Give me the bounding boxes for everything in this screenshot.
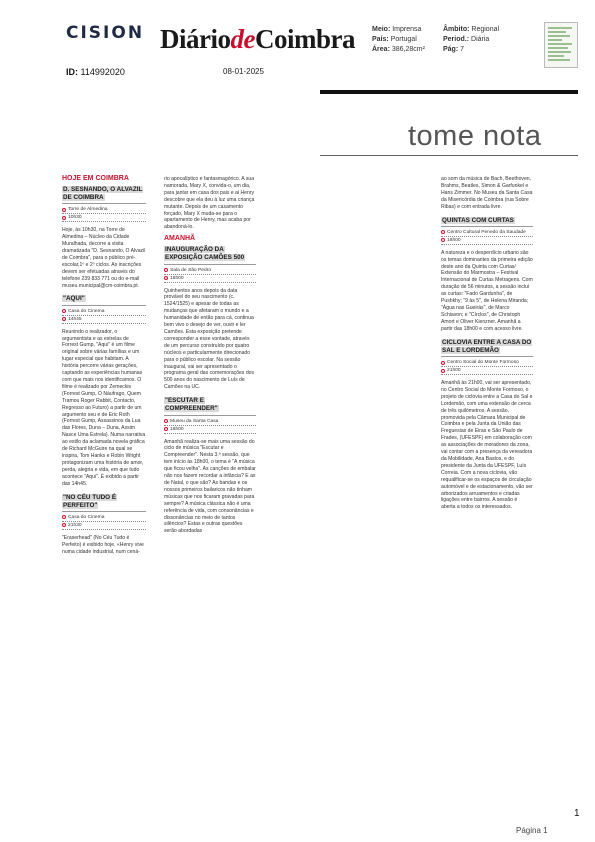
item-headline-wrap	[62, 295, 146, 305]
continuation-text: ao som da música de Bach, Beethoven, Brahms, Beatles, Simon & Garfunkel e Hans Zimmer. No Museu da Santa Casa da Misericórdia de Coimbra (rua Sobre Ribas) e com entrada livre.	[441, 176, 533, 210]
item-place	[164, 267, 256, 275]
location-icon	[441, 230, 445, 234]
column-1	[62, 176, 146, 556]
meio-label: Meio:	[372, 26, 391, 33]
article-date: 08-01-2025	[223, 67, 264, 76]
place-text: Casa do Cinema	[68, 514, 105, 520]
area-value: 386,28cm²	[391, 46, 425, 53]
page-number: 1	[574, 808, 580, 819]
meta-left	[372, 25, 425, 55]
article-id	[66, 67, 125, 77]
item-body: Quinhentos anos depois da data provável do seu nascimento (c. 1524/1525) e apesar de todas as mudanças que afetaram o mundo e a humanidade de então para cá, continua bem vivo o desejo de ver, ouvir e ler Camões. Esta exposição pretende corresponder a esse vontade, através de um percurso construído por quatro núcleos e particularmente direcionado para o público escolar. Na sessão inaugural, vai ser apresentado o programa geral das comemorações dos 500 anos do nascimento de Luís de Camões na UC.	[164, 287, 255, 391]
section-heading-hoje: HOJE EM COIMBRA	[62, 175, 129, 182]
id-label: ID:	[66, 67, 78, 77]
item-time	[164, 275, 256, 283]
pag-value: 7	[460, 46, 465, 53]
item-time	[441, 237, 533, 245]
item-body: Amanhã realiza-se mais uma sessão do ciclo de música "Escutar e Compreender". Nesta 3.ª sessão, que tem início às 18h00, o tema é "A música que ficou velha". As canções de embalar não nos fazem recordar a infância? E as de Natal, o que são? As bandas e os nossos primeiros bailaricos não tinham músicas que nos ficaram gravadas para sempre? A música clássica não é uma referência de vida, com consonâncias e dissonâncias no meio de tantos silêncios? Estas e outras questões serão abordadas	[164, 438, 256, 535]
masthead-word-diario: Diário	[160, 24, 231, 54]
time-text: 18h00	[170, 426, 184, 432]
column-3	[441, 176, 533, 511]
place-text: Sala de São Pedro	[170, 267, 212, 273]
place-text: Torre de Almedina	[68, 207, 108, 213]
masthead-word-coimbra: Coimbra	[254, 24, 355, 54]
section-heading-amanha: AMANHÃ	[164, 235, 196, 243]
location-icon	[62, 309, 66, 313]
item-headline-wrap	[62, 186, 146, 204]
item-headline-wrap	[164, 397, 256, 415]
place-text: Museu da Santa Casa	[170, 418, 219, 424]
item-headline-wrap	[164, 246, 256, 264]
place-text: Casa do Cinema	[68, 308, 105, 314]
time-text: 18h00	[170, 275, 184, 281]
masthead-word-de: de	[230, 24, 255, 54]
place-text: Centro Cultural Penedo da Saudade	[447, 229, 526, 235]
clock-icon	[164, 427, 168, 431]
item-time	[164, 426, 256, 434]
place-text: Centro Social do Monte Formoso	[447, 360, 519, 366]
item-headline: "NO CÉU TUDO É PERFEITO"	[63, 493, 117, 509]
item-body: Reunindo o realizador, o argumentista e as estrelas de Forrest Gump, "Aqui" é um filme original sobre várias famílias e um lugar especial que habitam. A história percorre várias gerações, captando as experiências humanas com que mais nos identificamos. O filme é realizado por Zemeckis (Forrest Gump, O Náufrago, Quem Tramou Roger Rabbit, Contacto, Regresso ao Futuro) a partir de um argumento seu e de Eric Roth (Forrest Gump, Assassinos da Lua das Flores, Duna – Duna, Assim Nasce Uma Estrela). Numa narrativa ao estilo da aclamada novela gráfica de Richard McGuire na qual se inspira, Tom Hanks e Robin Wright protagonizam uma história de amor, perda, alegria e vida, em que tudo acontece "Aqui". É exibido a partir das 14h45.	[62, 328, 146, 487]
section-rule-thin	[320, 155, 578, 156]
time-text: 21h30	[68, 522, 82, 528]
location-icon	[164, 268, 168, 272]
item-headline-wrap	[441, 217, 533, 227]
clock-icon	[441, 369, 445, 373]
item-place	[441, 359, 533, 367]
item-headline: "AQUI"	[63, 295, 85, 303]
ambito-value: Regional	[471, 26, 500, 33]
location-icon	[62, 208, 66, 212]
ambito-label: Âmbito:	[443, 26, 470, 33]
item-place	[164, 418, 256, 426]
pais-value: Portugal	[390, 36, 417, 43]
item-body: Hoje, às 10h30, na Torre de Almedina – Núcleo da Cidade Muralhada, decorre a visita dramatizada "D. Sesnando, O Alvazil de Coimbra", para o público pré-escolar,1º e 2º ciclos. As inscrições devem ser efetuadas através do telefone 239 833 771 ou do e-mail museu.municipal@cm-coimbra.pt.	[62, 227, 146, 289]
item-place	[441, 229, 533, 237]
section-title: tome nota	[408, 120, 542, 152]
item-headline: QUINTAS COM CURTAS	[442, 216, 514, 224]
period-value: Diária	[471, 36, 490, 43]
area-label: Área:	[372, 46, 390, 53]
item-headline: CICLOVIA ENTRE A CASA DO SAL E LORDEMÃO	[442, 338, 532, 354]
item-place	[62, 206, 146, 214]
clock-icon	[62, 523, 66, 527]
id-value: 114992020	[80, 67, 125, 77]
time-text: 21h00	[447, 368, 461, 374]
continuation-text: rio apocalíptico e fantasmagórico. A sua namorada, Mary X, convida-o, um dia, para jantar em casa dos pais e ai Henry descobre que ela deu à luz uma criança mutante. Depois de um casamento forçado, Mary X muda-se para o apartamento de Henry, mas acaba por abandoná-lo.	[164, 176, 255, 231]
item-place	[62, 308, 146, 316]
location-icon	[441, 361, 445, 365]
meio-value: Imprensa	[392, 26, 422, 33]
time-text: 10h30	[68, 215, 82, 221]
section-rule-thick	[320, 90, 578, 94]
time-text: 14h45	[68, 316, 82, 322]
pag-label: Pág:	[443, 46, 459, 53]
clock-icon	[62, 317, 66, 321]
item-body: Amanhã às 21h00, vai ser apresentado, no Centro Social do Monte Formoso, o projeto de ciclovia entre a Casa do Sal e Lordemão, com uma extensão de cerca de três quilómetros. A sessão, promovida pela Câmara Municipal de Coimbra e pela Junta da União das Freguesias de Eiras e São Paulo de Frades, (UFESPF) em colaboração com as associações de moradores da zona, vai contar com a presença da vereadora da Mobilidade, Ana Bastos, e do presidente da Junta da UFESPF, Luís Correia. Com a nova ciclovia, vão requalificar-se os espaços de circulação automóvel e de estacionamento, vão ser arborizados arruamentos e criadas ligações entre bairros. A sessão é aberta a todos os interessados.	[441, 380, 533, 511]
location-icon	[62, 515, 66, 519]
column-2	[164, 176, 256, 535]
item-headline-wrap	[62, 494, 146, 512]
pais-label: País:	[372, 36, 389, 43]
clock-icon	[62, 216, 66, 220]
item-time	[62, 316, 146, 324]
clock-icon	[164, 276, 168, 280]
item-body: A natureza e o desperdício urbano são os temas dominantes da primeira edição deste ano da Quinta com Curtas/ Extensão do Marmostra – Festival Internacional de Curtas Metragens. Com duração de 56 minutos, a sessão inclui as curtas: "Fado Gardunha", de Pushkhy; "9 às 5", de Helena Miranda; "Água nas Gueirás", de Marco Schiavon; e "Círclos", de Christoph Amort e Oliver Kienzner. Amanhã a partir das 18h00 e com acesso livre.	[441, 249, 533, 332]
page-thumbnail[interactable]	[544, 22, 578, 68]
item-headline: D. SESNANDO, O ALVAZIL DE COIMBRA	[63, 185, 143, 202]
cision-logo: CISION	[66, 23, 145, 43]
clock-icon	[441, 238, 445, 242]
item-headline-wrap	[441, 339, 533, 357]
meta-right	[443, 25, 499, 55]
item-body: "Eraserhead" (No Céu Tudo é Perfeito) é exibido hoje. «Henry vive numa cidade industrial, num cená-	[62, 534, 144, 555]
time-text: 18h00	[447, 237, 461, 243]
location-icon	[164, 419, 168, 423]
item-headline: "ESCUTAR E COMPREENDER"	[165, 397, 218, 413]
item-place	[62, 514, 146, 522]
newspaper-masthead	[160, 24, 355, 55]
period-label: Period.:	[443, 36, 470, 43]
item-headline: INAUGURAÇÃO DA EXPOSIÇÃO CAMÕES 500	[165, 246, 245, 262]
item-time	[441, 367, 533, 375]
item-time	[62, 214, 146, 222]
page-label: Página 1	[516, 826, 548, 835]
item-time	[62, 522, 146, 530]
